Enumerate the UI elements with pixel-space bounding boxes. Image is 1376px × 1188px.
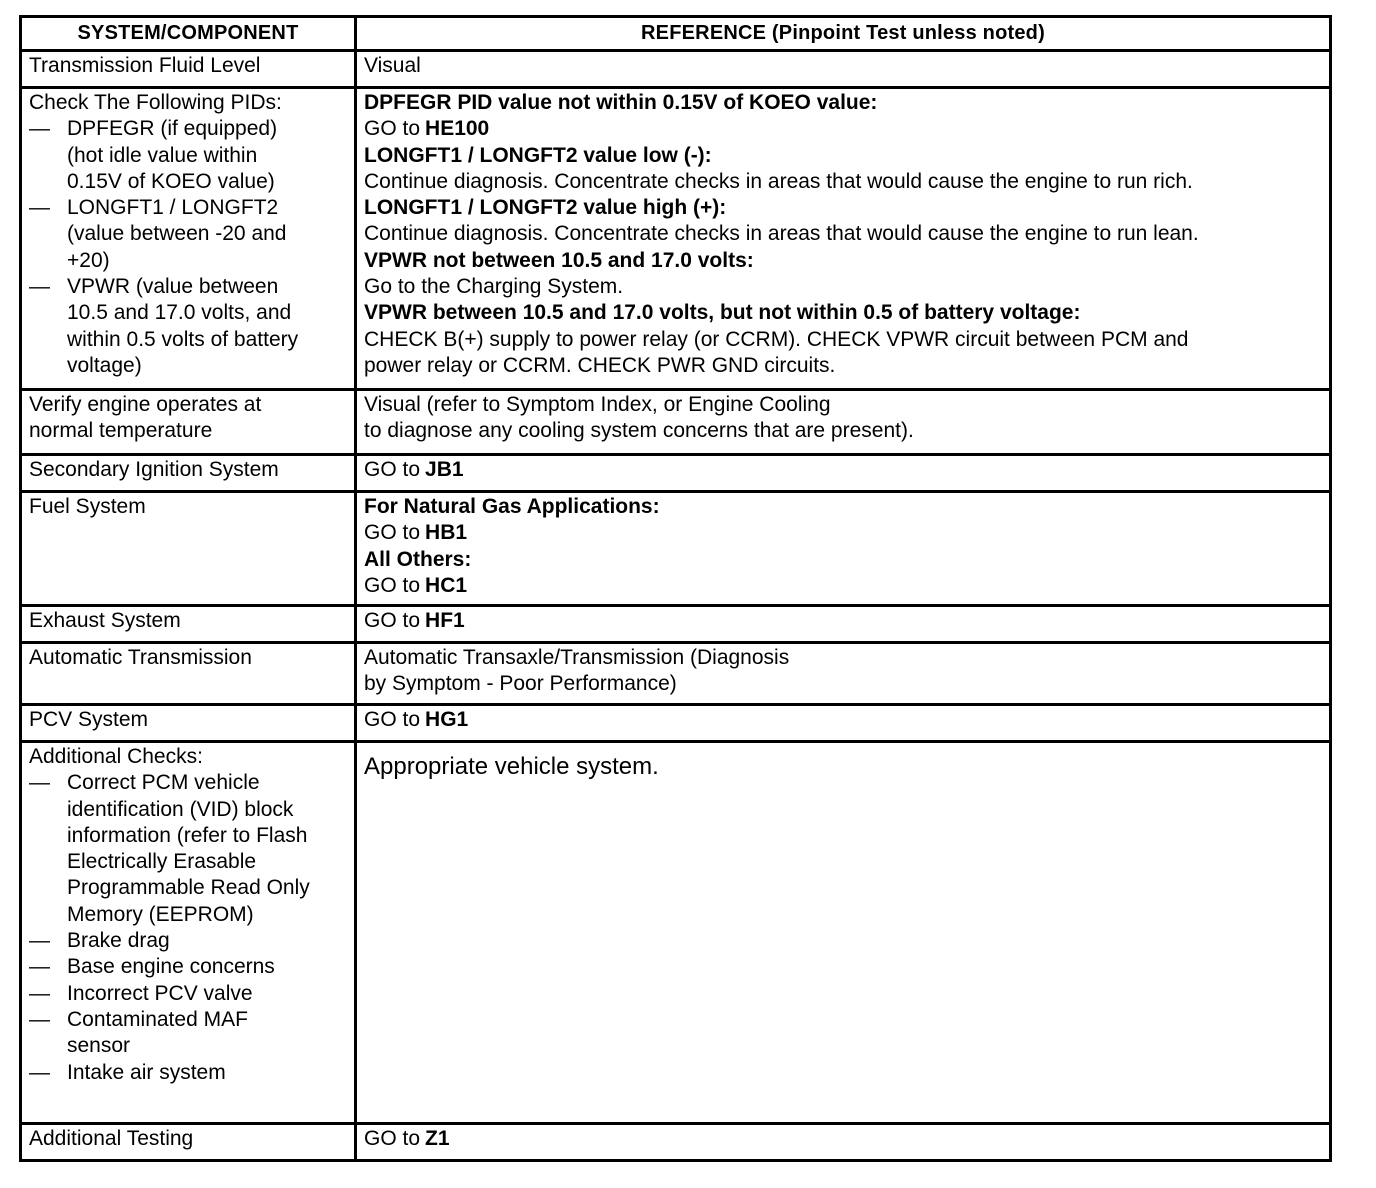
list-item-text: 0.15V of KOEO value) (67, 169, 275, 193)
goto-line (364, 520, 1323, 546)
table-row (21, 51, 1331, 88)
condition-text: Go to the Charging System. (364, 275, 624, 299)
reference-cell (356, 455, 1331, 492)
list-item-text: VPWR (value between (67, 275, 279, 299)
list-item (29, 116, 348, 195)
system-cell (21, 390, 356, 455)
reference-cell (356, 390, 1331, 455)
goto-line (364, 116, 1323, 142)
goto-label: GO to (364, 458, 421, 481)
system-cell (21, 742, 356, 1124)
list-item-text: Correct PCM vehicle (67, 771, 260, 795)
system-cell: Secondary Ignition System (21, 455, 356, 492)
test-code: HC1 (425, 573, 468, 597)
dash-marker: — (29, 955, 50, 979)
reference-cell (356, 88, 1331, 390)
system-cell: Additional Testing (21, 1124, 356, 1161)
list-item (29, 1007, 348, 1060)
reference-cell: Visual (356, 51, 1331, 88)
condition-heading: LONGFT1 / LONGFT2 value high (+): (364, 196, 727, 220)
reference-cell (356, 705, 1331, 742)
reference-cell (356, 1124, 1331, 1161)
pids-intro: Check The Following PIDs: (29, 91, 282, 114)
reference-cell (356, 643, 1331, 705)
list-item (29, 195, 348, 274)
test-code: Z1 (425, 1127, 450, 1150)
list-item-text: information (refer to Flash (67, 823, 308, 847)
goto-label: GO to (364, 521, 421, 545)
system-text: normal temperature (29, 419, 213, 443)
dash-marker: — (29, 196, 50, 220)
table-row (21, 390, 1331, 455)
list-item (29, 928, 348, 954)
condition-heading: DPFEGR PID value not within 0.15V of KOEO value: (364, 91, 878, 114)
condition-heading: All Others: (364, 547, 472, 571)
dash-marker: — (29, 981, 50, 1005)
condition-heading: LONGFT1 / LONGFT2 value low (-): (364, 143, 712, 167)
dash-marker: — (29, 1060, 50, 1084)
system-cell: Fuel System (21, 492, 356, 606)
condition-heading: For Natural Gas Applications: (364, 495, 660, 518)
list-item-text: voltage) (67, 353, 142, 377)
table-row (21, 742, 1331, 1124)
reference-text: by Symptom - Poor Performance) (364, 672, 677, 696)
header-reference: REFERENCE (Pinpoint Test unless noted) (356, 17, 1331, 51)
list-item-text: within 0.5 volts of battery (67, 327, 299, 351)
list-item-text: Contaminated MAF (67, 1007, 248, 1031)
goto-label: GO to (364, 708, 421, 731)
list-item-text: sensor (67, 1034, 131, 1058)
test-code: HG1 (425, 708, 469, 731)
reference-cell (356, 492, 1331, 606)
additional-intro: Additional Checks: (29, 745, 203, 768)
list-item-text: (hot idle value within (67, 143, 258, 167)
list-item (29, 981, 348, 1007)
reference-text: Appropriate vehicle system. (364, 753, 659, 780)
list-item-text: +20) (67, 248, 110, 272)
test-code: JB1 (425, 458, 464, 481)
reference-text: Visual (refer to Symptom Index, or Engine Cooling (364, 393, 831, 416)
system-cell: Exhaust System (21, 606, 356, 643)
diagnostic-reference-table (19, 15, 1332, 1162)
system-cell: PCV System (21, 705, 356, 742)
list-item-text: Memory (EEPROM) (67, 902, 254, 926)
reference-text: Automatic Transaxle/Transmission (Diagnosis (364, 646, 790, 669)
dash-marker: — (29, 117, 50, 141)
condition-text: power relay or CCRM. CHECK PWR GND circuits. (364, 353, 836, 377)
list-item-text: LONGFT1 / LONGFT2 (67, 196, 279, 220)
goto-label: GO to (364, 609, 421, 632)
table-row (21, 455, 1331, 492)
list-item-text: Base engine concerns (67, 955, 275, 979)
list-item-text: 10.5 and 17.0 volts, and (67, 301, 292, 325)
table-row (21, 492, 1331, 606)
condition-heading: VPWR between 10.5 and 17.0 volts, but not within 0.5 of battery voltage: (364, 301, 1081, 325)
list-item-text: Brake drag (67, 929, 170, 953)
reference-cell (356, 742, 1331, 1124)
dash-marker: — (29, 1007, 50, 1031)
system-cell: Automatic Transmission (21, 643, 356, 705)
list-item-text: Intake air system (67, 1060, 226, 1084)
test-code: HE100 (425, 117, 490, 141)
goto-line (364, 573, 1323, 599)
system-cell (21, 88, 356, 390)
reference-text: to diagnose any cooling system concerns that are present). (364, 419, 914, 443)
reference-cell (356, 606, 1331, 643)
goto-label: GO to (364, 573, 421, 597)
list-item-text: identification (VID) block (67, 797, 294, 821)
table-row (21, 643, 1331, 705)
condition-text: CHECK B(+) supply to power relay (or CCRM). CHECK VPWR circuit between PCM and (364, 327, 1189, 351)
dash-marker: — (29, 929, 50, 953)
table-row (21, 705, 1331, 742)
dash-marker: — (29, 771, 50, 795)
list-item (29, 1060, 348, 1086)
list-item (29, 954, 348, 980)
table-header-row (21, 17, 1331, 51)
condition-heading: VPWR not between 10.5 and 17.0 volts: (364, 248, 754, 272)
table-row (21, 88, 1331, 390)
list-item-text: (value between -20 and (67, 222, 287, 246)
list-item (29, 274, 348, 379)
list-item (29, 770, 348, 928)
list-item-text: Electrically Erasable (67, 850, 257, 874)
goto-label: GO to (364, 1127, 421, 1150)
test-code: HB1 (425, 521, 468, 545)
list-item-text: Incorrect PCV valve (67, 981, 253, 1005)
test-code: HF1 (425, 609, 465, 632)
list-item-text: DPFEGR (if equipped) (67, 117, 278, 141)
list-item-text: Programmable Read Only (67, 876, 310, 900)
table-row (21, 1124, 1331, 1161)
table-row (21, 606, 1331, 643)
goto-label: GO to (364, 117, 421, 141)
system-cell: Transmission Fluid Level (21, 51, 356, 88)
condition-text: Continue diagnosis. Concentrate checks in areas that would cause the engine to run rich. (364, 169, 1193, 193)
condition-text: Continue diagnosis. Concentrate checks in areas that would cause the engine to run lean. (364, 222, 1199, 246)
header-system-component: SYSTEM/COMPONENT (21, 17, 356, 51)
dash-marker: — (29, 275, 50, 299)
system-text: Verify engine operates at (29, 393, 262, 416)
